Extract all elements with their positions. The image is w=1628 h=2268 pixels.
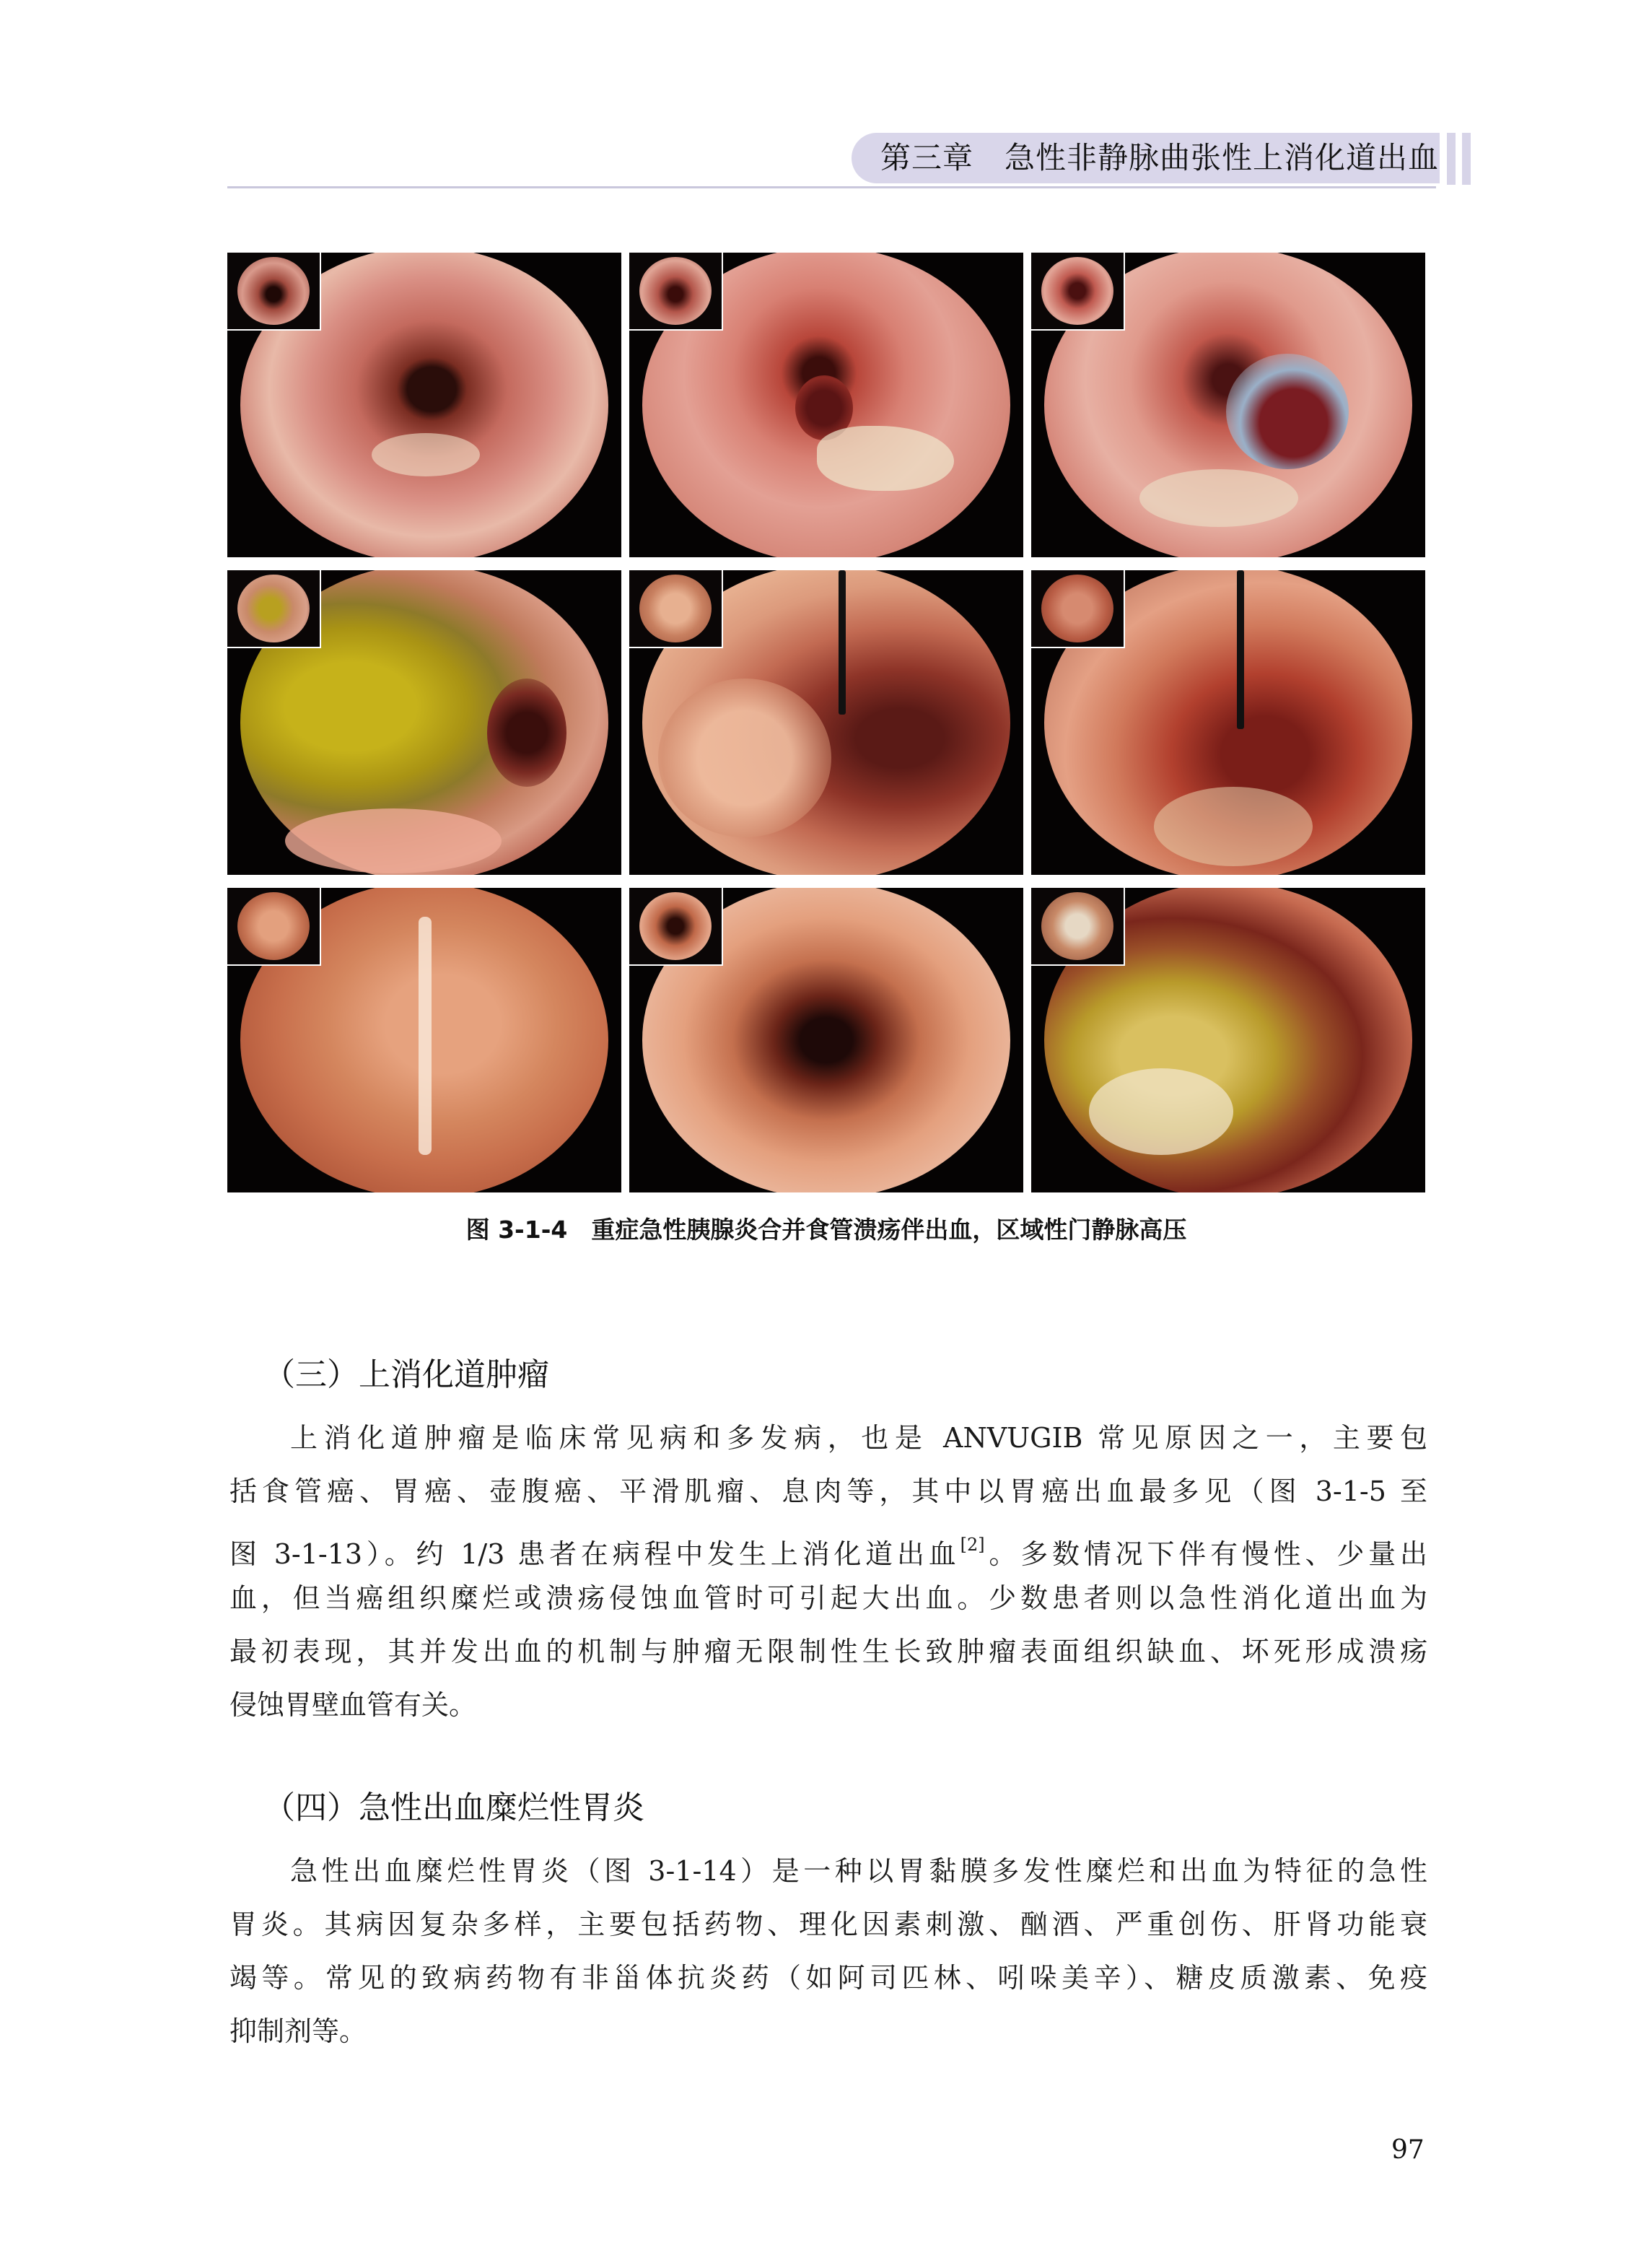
endoscopy-photo-5 xyxy=(629,570,1023,875)
paragraph-line: 最初表现，其并发出血的机制与肿瘤无限制性生长致肿瘤表面组织缺血、坏死形成溃疡 xyxy=(229,1636,1427,1667)
endoscopy-thumbnail xyxy=(1031,570,1125,648)
endoscopy-thumbnail xyxy=(629,570,723,648)
paragraph-line: 上消化道肿瘤是临床常见病和多发病，也是 ANVUGIB 常见原因之一，主要包 xyxy=(290,1422,1427,1454)
endoscopy-photo-4 xyxy=(227,570,621,875)
endoscopy-photo-8 xyxy=(629,888,1023,1192)
paragraph-line: 竭等。常见的致病药物有非甾体抗炎药（如阿司匹林、吲哚美辛）、糖皮质激素、免疫 xyxy=(229,1962,1427,1994)
page-number: 97 xyxy=(1391,2135,1424,2165)
endoscopy-photo-1 xyxy=(227,253,621,557)
reference-citation[interactable]: [2] xyxy=(960,1535,985,1555)
header-decoration-bar xyxy=(1447,133,1456,185)
endoscopy-thumbnail xyxy=(629,888,723,966)
endoscopy-thumbnail xyxy=(227,888,321,966)
paragraph-line: 抑制剂等。 xyxy=(229,2015,367,2047)
endoscopy-photo-6 xyxy=(1031,570,1425,875)
endoscopy-photo-2 xyxy=(629,253,1023,557)
header-decoration-bar xyxy=(1462,133,1471,185)
chapter-title: 第三章 急性非静脉曲张性上消化道出血 xyxy=(880,140,1440,175)
paragraph-line: 急性出血糜烂性胃炎（图 3-1-14）是一种以胃黏膜多发性糜烂和出血为特征的急性 xyxy=(290,1855,1427,1887)
endoscopy-photo-7 xyxy=(227,888,621,1192)
header-rule xyxy=(227,186,1436,188)
paragraph-line: 侵蚀胃壁血管有关。 xyxy=(229,1689,477,1721)
endoscopy-thumbnail xyxy=(629,253,723,331)
paragraph-line: 血，但当癌组织糜烂或溃疡侵蚀血管时可引起大出血。少数患者则以急性消化道出血为 xyxy=(229,1582,1427,1614)
section-title-upper-gi-tumor: （三）上消化道肿瘤 xyxy=(263,1356,549,1393)
paragraph-line xyxy=(229,1518,1427,1571)
endoscopy-thumbnail xyxy=(1031,253,1125,331)
figure-caption: 图 3-1-4 重症急性胰腺炎合并食管溃疡伴出血，区域性门静脉高压 xyxy=(465,1216,1187,1244)
endoscopy-thumbnail xyxy=(1031,888,1125,966)
paragraph-upper-gi-tumor xyxy=(229,1411,1427,1732)
paragraph-text: 图 3-1-13）。约 1/3 患者在病程中发生上消化道出血 xyxy=(229,1538,960,1570)
endoscopy-photo-3 xyxy=(1031,253,1425,557)
endoscopy-figure xyxy=(227,253,1425,1192)
endoscopy-thumbnail xyxy=(227,570,321,648)
paragraph-line: 括食管癌、胃癌、壶腹癌、平滑肌瘤、息肉等，其中以胃癌出血最多见（图 3-1-5 至 xyxy=(229,1475,1427,1507)
paragraph-acute-hemorrhagic-gastritis xyxy=(229,1844,1427,2058)
section-title-acute-hemorrhagic-gastritis: （四）急性出血糜烂性胃炎 xyxy=(263,1789,644,1826)
endoscopy-photo-9 xyxy=(1031,888,1425,1192)
paragraph-line: 胃炎。其病因复杂多样，主要包括药物、理化因素刺激、酗酒、严重创伤、肝肾功能衰 xyxy=(229,1909,1427,1940)
endoscopy-thumbnail xyxy=(227,253,321,331)
paragraph-text: 。多数情况下伴有慢性、少量出 xyxy=(984,1538,1427,1570)
